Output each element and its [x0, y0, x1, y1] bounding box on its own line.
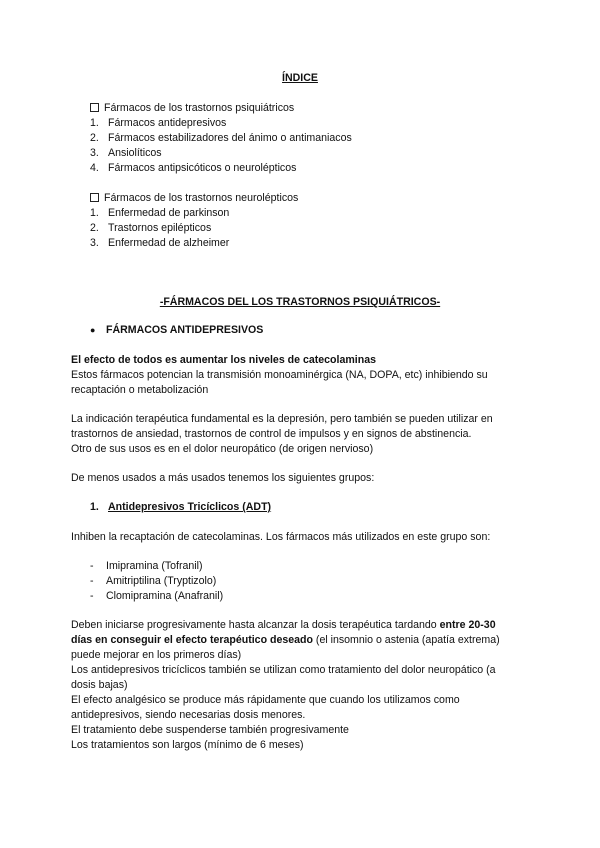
- paragraph-line: El tratamiento debe suspenderse también progresivamente: [71, 724, 349, 736]
- index-item: 4. Fármacos antipsicóticos o neurolépticos: [90, 162, 297, 174]
- paragraph-line: De menos usados a más usados tenemos los siguientes grupos:: [71, 472, 375, 484]
- bullet-icon: ●: [90, 325, 96, 335]
- group-heading: 1. Antidepresivos Tricíclicos (ADT): [90, 501, 272, 513]
- paragraph-line: La indicación terapéutica fundamental es la depresión, pero también se pueden utilizar en: [71, 413, 493, 425]
- paragraph-line: El efecto analgésico se produce más rápidamente que cuando los utilizamos como: [71, 694, 460, 706]
- index-item: 3. Enfermedad de alzheimer: [90, 237, 230, 249]
- paragraph-line: antidepresivos, siendo necesarias dosis menores.: [71, 709, 306, 721]
- paragraph-line: recaptación o metabolización: [71, 384, 209, 396]
- checkbox-icon: [90, 193, 99, 202]
- index-item: 1. Fármacos antidepresivos: [90, 117, 227, 129]
- paragraph-line: Otro de sus usos es en el dolor neuropático (de origen nervioso): [71, 443, 374, 455]
- subsection-heading: ● FÁRMACOS ANTIDEPRESIVOS: [90, 324, 264, 336]
- index-group1-heading: Fármacos de los trastornos psiquiátricos: [90, 101, 294, 116]
- index-item: 2. Trastornos epilépticos: [90, 222, 212, 234]
- checkbox-icon: [90, 103, 99, 112]
- index-group2-heading: Fármacos de los trastornos neurolépticos: [90, 191, 298, 206]
- drug-item: - Amitriptilina (Tryptizolo): [90, 575, 217, 587]
- paragraph-line: Deben iniciarse progresivamente hasta alcanzar la dosis terapéutica tardando entre 20-30: [71, 619, 496, 631]
- paragraph-line: puede mejorar en los primeros días): [71, 649, 242, 661]
- paragraph-line: Estos fármacos potencian la transmisión monoaminérgica (NA, DOPA, etc) inhibiendo su: [71, 369, 488, 381]
- index-title: ÍNDICE: [282, 72, 318, 84]
- paragraph-line: Inhiben la recaptación de catecolaminas. Los fármacos más utilizados en este grupo son:: [71, 531, 491, 543]
- paragraph-bold: El efecto de todos es aumentar los niveles de catecolaminas: [71, 354, 376, 366]
- section-title: -FÁRMACOS DEL LOS TRASTORNOS PSIQUIÁTRICOS-: [159, 296, 441, 308]
- paragraph-line: Los antidepresivos tricíclicos también se utilizan como tratamiento del dolor neuropático (a: [71, 664, 496, 676]
- paragraph-line: Los tratamientos son largos (mínimo de 6 meses): [71, 739, 304, 751]
- paragraph-line: dosis bajas): [71, 679, 128, 691]
- drug-item: - Clomipramina (Anafranil): [90, 590, 224, 602]
- index-item: 2. Fármacos estabilizadores del ánimo o antimaniacos: [90, 132, 352, 144]
- paragraph-line: días en conseguir el efecto terapéutico deseado (el insomnio o astenia (apatía extrema): [71, 634, 500, 646]
- drug-item: - Imipramina (Tofranil): [90, 560, 203, 572]
- index-item: 1. Enfermedad de parkinson: [90, 207, 230, 219]
- paragraph-line: trastornos de ansiedad, trastornos de control de impulsos y en signos de abstinencia.: [71, 428, 472, 440]
- index-item: 3. Ansiolíticos: [90, 147, 162, 159]
